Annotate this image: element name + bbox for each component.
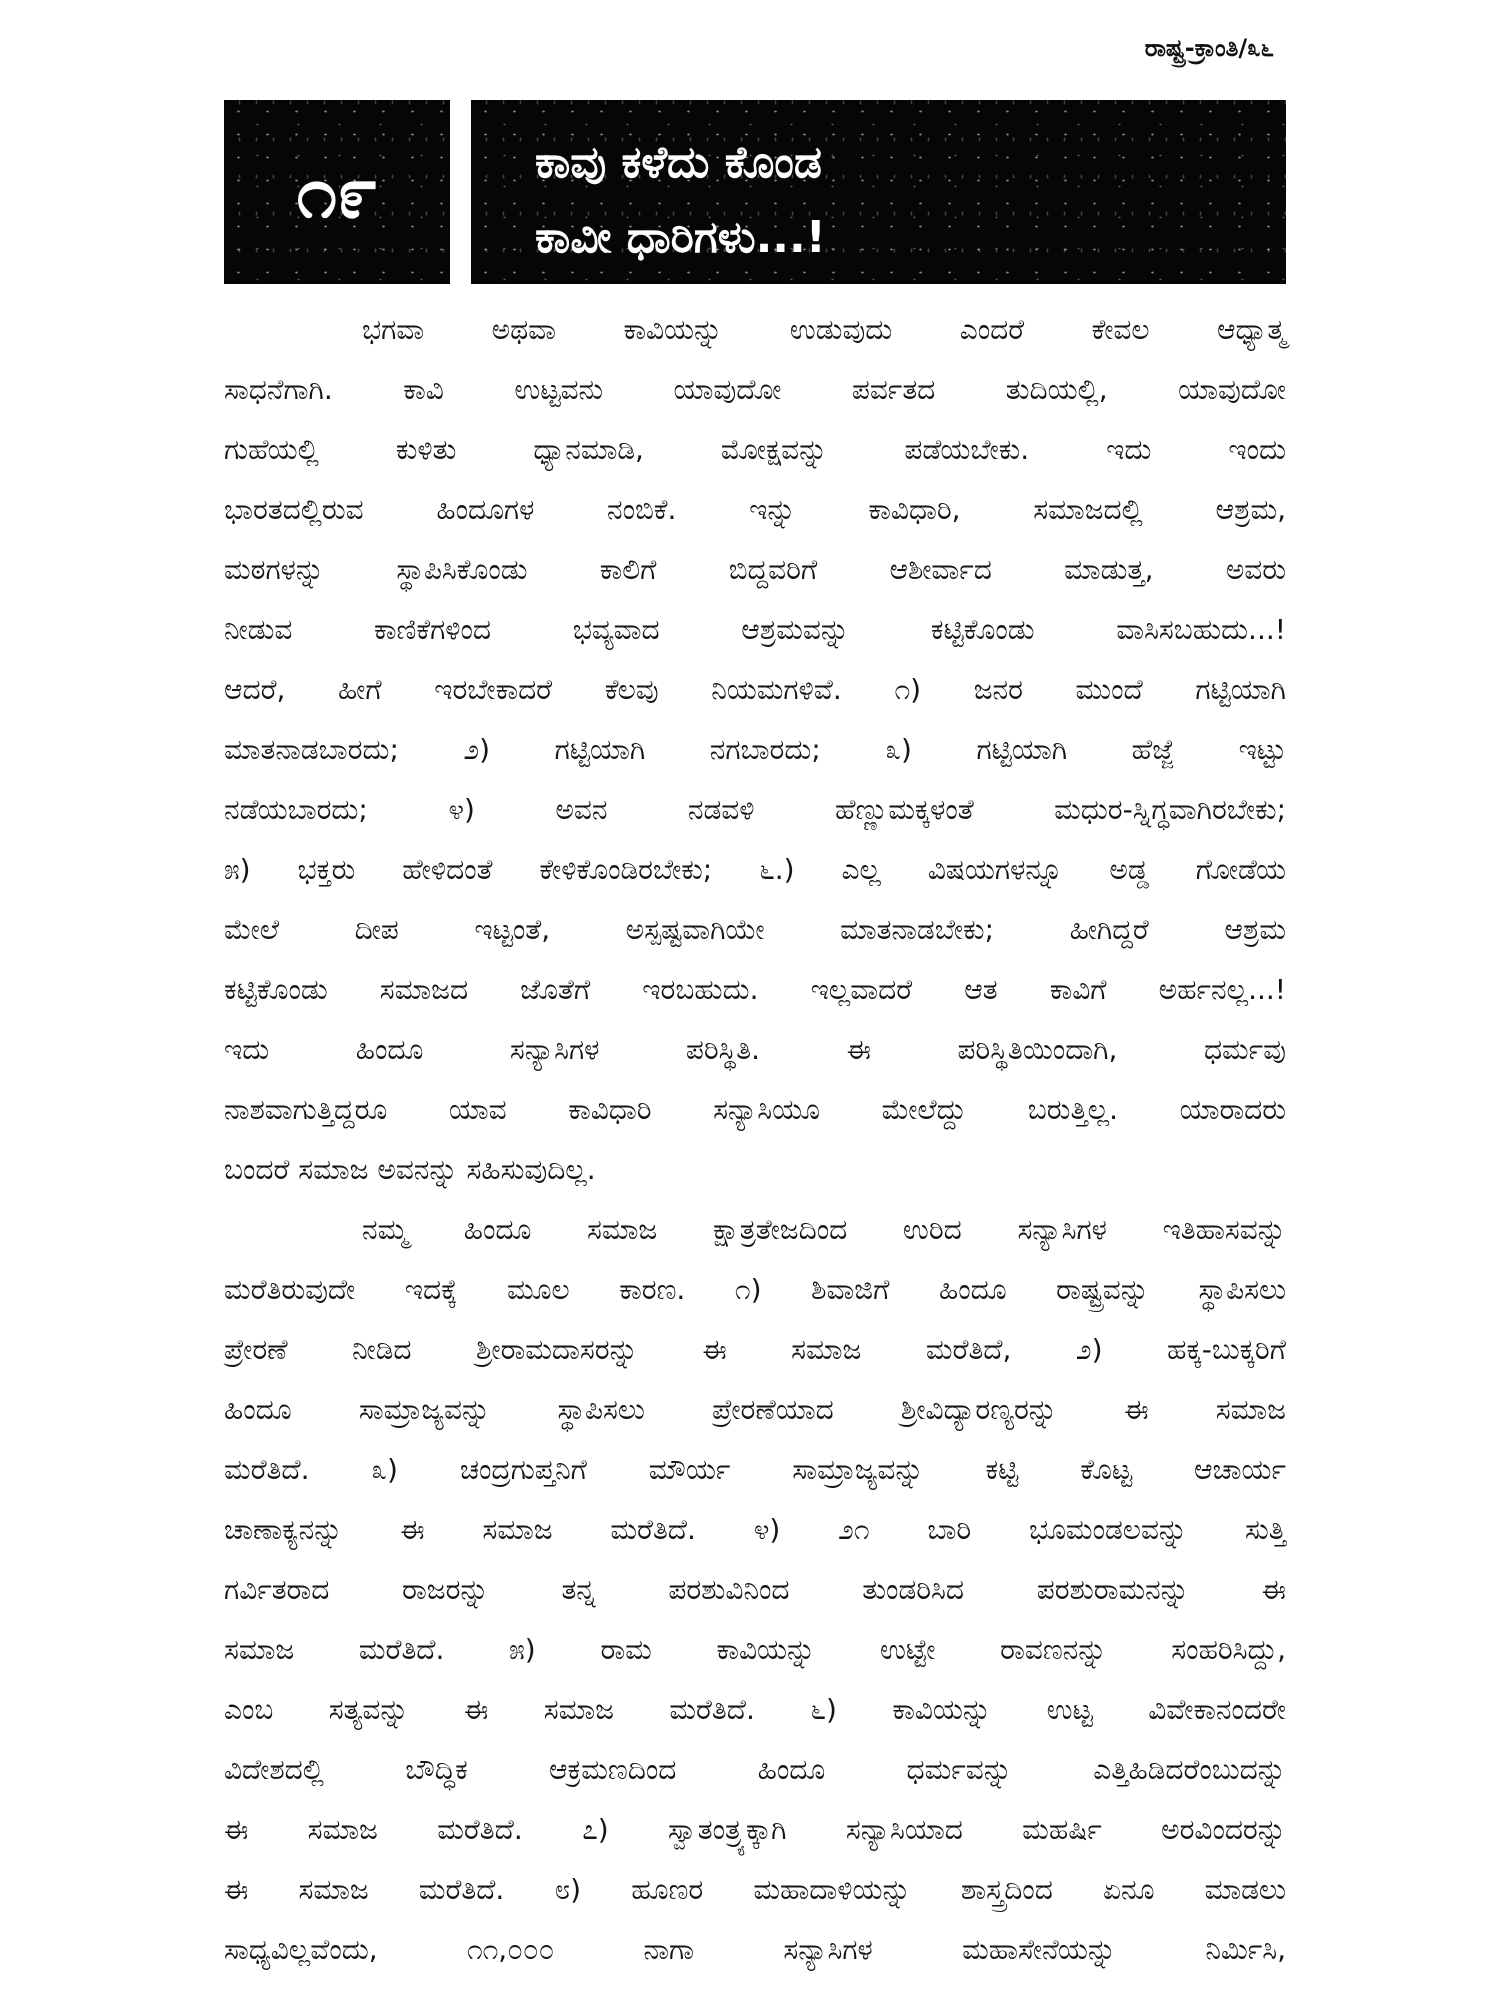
text-line: ಚಾಣಾಕ್ಯನನ್ನು ಈ ಸಮಾಜ ಮರೆತಿದೆ. ೪) ೨೧ ಬಾರಿ ಭೂಮಂಡಲವನ್ನು ಸುತ್ತಿ xyxy=(224,1513,1286,1546)
text-line: ಮರೆತಿದೆ. ೩) ಚಂದ್ರಗುಪ್ತನಿಗೆ ಮೌರ್ಯ ಸಾಮ್ರಾಜ್ಯವನ್ನು ಕಟ್ಟಿ ಕೊಟ್ಟ ಆಚಾರ್ಯ xyxy=(224,1453,1286,1486)
chapter-number: ೧೯ xyxy=(296,150,378,234)
chapter-title-line: ಕಾವೀ ಧಾರಿಗಳು...! xyxy=(535,212,826,263)
text-line: ನಾಶವಾಗುತ್ತಿದ್ದರೂ ಯಾವ ಕಾವಿಧಾರಿ ಸನ್ಯಾಸಿಯೂ ಮೇಲೆದ್ದು ಬರುತ್ತಿಲ್ಲ. ಯಾರಾದರು xyxy=(224,1093,1286,1126)
text-line: ಎಂಬ ಸತ್ಯವನ್ನು ಈ ಸಮಾಜ ಮರೆತಿದೆ. ೬) ಕಾವಿಯನ್ನು ಉಟ್ಟ ವಿವೇಕಾನಂದರೇ xyxy=(224,1693,1286,1726)
running-head: ರಾಷ್ಟ್ರ-ಕ್ರಾಂತಿ/೩೬ xyxy=(1144,34,1274,62)
paragraph-1 xyxy=(224,300,1286,1200)
text-line: ಈ ಸಮಾಜ ಮರೆತಿದೆ. ೮) ಹೂಣರ ಮಹಾದಾಳಿಯನ್ನು ಶಾಸ್ತ್ರದಿಂದ ಏನೂ ಮಾಡಲು xyxy=(224,1873,1286,1906)
text-line: ವಿದೇಶದಲ್ಲಿ ಬೌದ್ಧಿಕ ಆಕ್ರಮಣದಿಂದ ಹಿಂದೂ ಧರ್ಮವನ್ನು ಎತ್ತಿಹಿಡಿದರೆಂಬುದನ್ನು xyxy=(224,1753,1286,1786)
text-line: ನಮ್ಮ ಹಿಂದೂ ಸಮಾಜ ಕ್ಷಾತ್ರತೇಜದಿಂದ ಉರಿದ ಸನ್ಯಾಸಿಗಳ ಇತಿಹಾಸವನ್ನು xyxy=(362,1213,1286,1246)
text-line: ಮಾತನಾಡಬಾರದು; ೨) ಗಟ್ಟಿಯಾಗಿ ನಗಬಾರದು; ೩) ಗಟ್ಟಿಯಾಗಿ ಹೆಜ್ಜೆ ಇಟ್ಟು xyxy=(224,733,1286,766)
text-line: ಸಾಧನೆಗಾಗಿ. ಕಾವಿ ಉಟ್ಟವನು ಯಾವುದೋ ಪರ್ವತದ ತುದಿಯಲ್ಲಿ, ಯಾವುದೋ xyxy=(224,373,1286,406)
text-line: ಮಠಗಳನ್ನು ಸ್ಥಾಪಿಸಿಕೊಂಡು ಕಾಲಿಗೆ ಬಿದ್ದವರಿಗೆ ಆಶೀರ್ವಾದ ಮಾಡುತ್ತ, ಅವರು xyxy=(224,553,1286,586)
text-line: ನೀಡುವ ಕಾಣಿಕೆಗಳಿಂದ ಭವ್ಯವಾದ ಆಶ್ರಮವನ್ನು ಕಟ್ಟಿಕೊಂಡು ವಾಸಿಸಬಹುದು...! xyxy=(224,613,1286,646)
text-line: ಈ ಸಮಾಜ ಮರೆತಿದೆ. ೭) ಸ್ವಾತಂತ್ರ್ಯಕ್ಕಾಗಿ ಸನ್ಯಾಸಿಯಾದ ಮಹರ್ಷಿ ಅರವಿಂದರನ್ನು xyxy=(224,1813,1286,1846)
text-line: ಮೇಲೆ ದೀಪ ಇಟ್ಟಂತೆ, ಅಸ್ಪಷ್ಟವಾಗಿಯೇ ಮಾತನಾಡಬೇಕು; ಹೀಗಿದ್ದರೆ ಆಶ್ರಮ xyxy=(224,913,1286,946)
text-line: ಬಂದರೆ ಸಮಾಜ ಅವನನ್ನು ಸಹಿಸುವುದಿಲ್ಲ. xyxy=(224,1153,596,1186)
text-line: ಆದರೆ, ಹೀಗೆ ಇರಬೇಕಾದರೆ ಕೆಲವು ನಿಯಮಗಳಿವೆ. ೧) ಜನರ ಮುಂದೆ ಗಟ್ಟಿಯಾಗಿ xyxy=(224,673,1286,706)
text-line: ಭಗವಾ ಅಥವಾ ಕಾವಿಯನ್ನು ಉಡುವುದು ಎಂದರೆ ಕೇವಲ ಆಧ್ಯಾತ್ಮ xyxy=(362,313,1286,346)
text-line: ಪ್ರೇರಣೆ ನೀಡಿದ ಶ್ರೀರಾಮದಾಸರನ್ನು ಈ ಸಮಾಜ ಮರೆತಿದೆ, ೨) ಹಕ್ಕ-ಬುಕ್ಕರಿಗೆ xyxy=(224,1333,1286,1366)
text-line: ಭಾರತದಲ್ಲಿರುವ ಹಿಂದೂಗಳ ನಂಬಿಕೆ. ಇನ್ನು ಕಾವಿಧಾರಿ, ಸಮಾಜದಲ್ಲಿ ಆಶ್ರಮ, xyxy=(224,493,1286,526)
text-line: ಮರೆತಿರುವುದೇ ಇದಕ್ಕೆ ಮೂಲ ಕಾರಣ. ೧) ಶಿವಾಜಿಗೆ ಹಿಂದೂ ರಾಷ್ಟ್ರವನ್ನು ಸ್ಥಾಪಿಸಲು xyxy=(224,1273,1286,1306)
paragraph-2 xyxy=(224,1200,1286,1980)
text-line: ಸಾಧ್ಯವಿಲ್ಲವೆಂದು, ೧೧,೦೦೦ ನಾಗಾ ಸನ್ಯಾಸಿಗಳ ಮಹಾಸೇನೆಯನ್ನು ನಿರ್ಮಿಸಿ, xyxy=(224,1933,1286,1966)
chapter-title-line: ಕಾವು ಕಳೆದು ಕೊಂಡ xyxy=(535,137,822,188)
text-line: ಗರ್ವಿತರಾದ ರಾಜರನ್ನು ತನ್ನ ಪರಶುವಿನಿಂದ ತುಂಡರಿಸಿದ ಪರಶುರಾಮನನ್ನು ಈ xyxy=(224,1573,1286,1606)
text-line: ಕಟ್ಟಿಕೊಂಡು ಸಮಾಜದ ಜೊತೆಗೆ ಇರಬಹುದು. ಇಲ್ಲವಾದರೆ ಆತ ಕಾವಿಗೆ ಅರ್ಹನಲ್ಲ...! xyxy=(224,973,1286,1006)
body-text xyxy=(224,300,1286,1980)
chapter-title-box xyxy=(471,100,1286,284)
text-line: ಸಮಾಜ ಮರೆತಿದೆ. ೫) ರಾಮ ಕಾವಿಯನ್ನು ಉಟ್ಟೇ ರಾವಣನನ್ನು ಸಂಹರಿಸಿದ್ದು, xyxy=(224,1633,1286,1666)
text-line: ಗುಹೆಯಲ್ಲಿ ಕುಳಿತು ಧ್ಯಾನಮಾಡಿ, ಮೋಕ್ಷವನ್ನು ಪಡೆಯಬೇಕು. ಇದು ಇಂದು xyxy=(224,433,1286,466)
text-line: ಇದು ಹಿಂದೂ ಸನ್ಯಾಸಿಗಳ ಪರಿಸ್ಥಿತಿ. ಈ ಪರಿಸ್ಥಿತಿಯಿಂದಾಗಿ, ಧರ್ಮವು xyxy=(224,1033,1286,1066)
text-line: ನಡೆಯಬಾರದು; ೪) ಅವನ ನಡವಳಿ ಹೆಣ್ಣುಮಕ್ಕಳಂತೆ ಮಧುರ-ಸ್ನಿಗ್ಧವಾಗಿರಬೇಕು; xyxy=(224,793,1286,826)
chapter-number-box xyxy=(224,100,450,284)
text-line: ೫) ಭಕ್ತರು ಹೇಳಿದಂತೆ ಕೇಳಿಕೊಂಡಿರಬೇಕು; ೬.) ಎಲ್ಲ ವಿಷಯಗಳನ್ನೂ ಅಡ್ಡ ಗೋಡೆಯ xyxy=(224,853,1286,886)
text-line: ಹಿಂದೂ ಸಾಮ್ರಾಜ್ಯವನ್ನು ಸ್ಥಾಪಿಸಲು ಪ್ರೇರಣೆಯಾದ ಶ್ರೀವಿದ್ಯಾರಣ್ಯರನ್ನು ಈ ಸಮಾಜ xyxy=(224,1393,1286,1426)
